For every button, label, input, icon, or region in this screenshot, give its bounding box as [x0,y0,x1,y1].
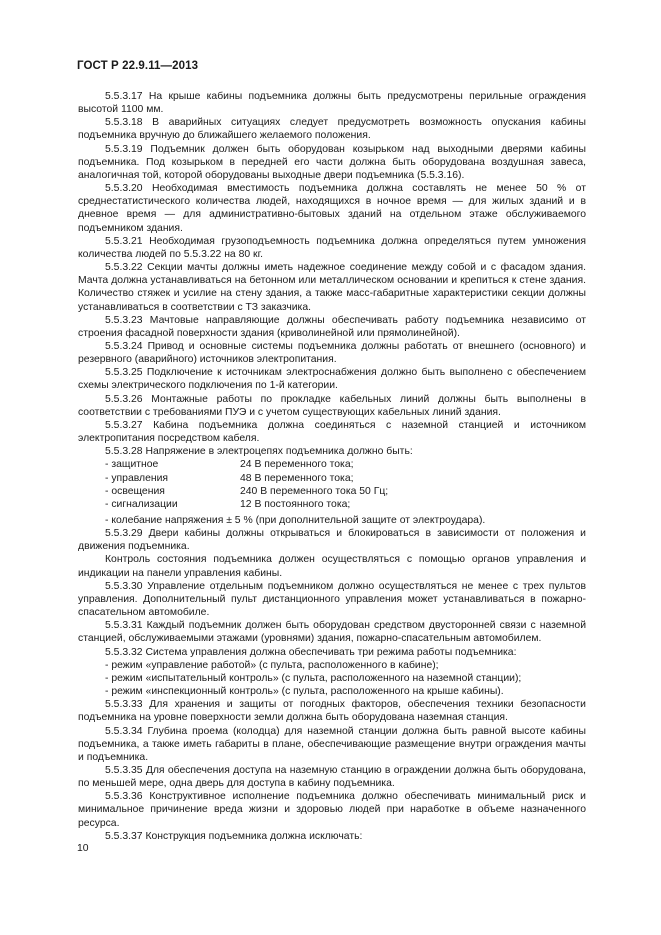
paragraph: 5.5.3.30 Управление отдельным подъемником должно осуществляться не менее с трех пультов управления. Дополнительный пульт дистанционного управления может устанавливаться в пожарно-спасательном автомобиле. [78,580,586,619]
paragraph: 5.5.3.20 Необходимая вместимость подъемника должна составлять не менее 50 % от среднестатистического количества людей, находящихся в ночное время — для жилых зданий и в дневное время — для административно-бытовых зданий на отдельном этаже обслуживаемого подъемником здания. [78,183,586,234]
paragraph: 5.5.3.29 Двери кабины должны открываться и блокироваться в зависимости от положения и движения подъемника. [78,528,586,553]
list-item-label: - сигнализации [105,498,178,510]
paragraph: 5.5.3.24 Привод и основные системы подъемника должны работать от внешнего (основного) и резервного (аварийного) источников электропитания. [78,340,586,366]
list-item-label: - освещения [105,485,165,497]
list-item-label: - защитное [105,459,159,471]
paragraph: 5.5.3.28 Напряжение в электроцепях подъемника должно быть: [105,446,413,458]
voltage-list [78,458,586,527]
list-item: - режим «инспекционный контроль» (с пульта, расположенного на крыше кабины). [105,686,504,698]
paragraph: 5.5.3.32 Система управления должна обеспечивать три режима работы подъемника: [105,646,517,658]
paragraph: 5.5.3.36 Конструктивное исполнение подъемника должно обеспечивать минимальный риск и минимальное причинение вреда жизни и здоровью людей при наработке в объеме назначенного ресурса. [78,791,586,829]
list-item [78,498,586,511]
list-item-value: 48 В переменного тока; [240,472,354,484]
list-item: - режим «управление работой» (с пульта, расположенного в кабине); [105,659,439,671]
paragraph: 5.5.3.25 Подключение к источникам электроснабжения должно быть выполнено с обеспечением схемы электрического подключения по 1-й категории. [78,367,586,392]
paragraph: 5.5.3.34 Глубина проема (колодца) для наземной станции должна быть равной высоте кабины подъемника, а также иметь габариты в плане, обеспечивающие размещение внутри ограждения мачты и подъемника. [78,725,586,763]
list-item: - режим «испытательный контроль» (с пульта, расположенного на наземной станции); [105,672,522,684]
list-item [78,472,586,485]
list-item-value: 24 В переменного тока; [240,459,354,471]
paragraph: 5.5.3.26 Монтажные работы по прокладке кабельных линий должны быть выполнены в соответствии с требованиями ПУЭ и с учетом существующих кабельных линий здания. [78,393,586,418]
page-number: 10 [77,843,89,854]
paragraph: 5.5.3.37 Конструкция подъемника должна исключать: [105,830,363,842]
document-header: ГОСТ Р 22.9.11—2013 [77,60,199,72]
list-item [78,485,586,498]
voltage-note: - колебание напряжения ± 5 % (при дополнительной защите от электроудара). [105,515,486,526]
paragraph: 5.5.3.33 Для хранения и защиты от погодных факторов, обеспечения техники безопасности подъемника на уровне поверхности земли должна быть оборудована наземная станция. [78,699,586,724]
paragraph: 5.5.3.23 Мачтовые направляющие должны обеспечивать работу подъемника независимо от строения фасадной поверхности здания (криволинейной или прямолинейной). [78,314,586,339]
paragraph: 5.5.3.27 Кабина подъемника должна соединяться с наземной станцией и источником электропитания посредством кабеля. [78,419,586,445]
document-body [78,90,586,843]
list-item-value: 240 В переменного тока 50 Гц; [240,485,389,497]
paragraph: 5.5.3.19 Подъемник должен быть оборудован козырьком над выходными дверями кабины подъемника. Под козырьком в передней его части должна быть оборудована воздушная завеса, аналогичная той, которой оборудованы выходные двери подъемника (5.5.3.16). [78,143,586,181]
list-item-value: 12 В постоянного тока; [240,498,351,510]
paragraph: 5.5.3.18 В аварийных ситуациях следует предусмотреть возможность опускания кабины подъемника вручную до ближайшего желаемого положения. [78,117,586,142]
mode-list [78,659,586,698]
paragraph: 5.5.3.31 Каждый подъемник должен быть оборудован средством двусторонней связи с наземной станцией, обслуживаемыми этажами (уровнями) здания, пожарно-спасательным автомобилем. [78,620,586,645]
paragraph: 5.5.3.17 На крыше кабины подъемника должны быть предусмотрены перильные ограждения высотой 1100 мм. [78,91,586,116]
paragraph: 5.5.3.35 Для обеспечения доступа на наземную станцию в ограждении должна быть оборудована, по меньшей мере, одна дверь для доступа в кабину подъемника. [78,764,586,790]
paragraph: Контроль состояния подъемника должен осуществляться с помощью органов управления и индикации на панели управления кабины. [78,554,586,579]
paragraph: 5.5.3.21 Необходимая грузоподъемность подъемника должна определяться путем умножения количества людей по 5.5.3.22 на 80 кг. [78,235,586,260]
paragraph: 5.5.3.22 Секции мачты должны иметь надежное соединение между собой и с фасадом здания. Мачта должна устанавливаться на бетонном или металлическом основании и крепиться к стене здания. Количество стяжек и усилие на стену здания, а также масс-габаритные характеристики секции должны устанавливаться в соответствии с ТЗ заказчика. [78,262,586,313]
list-item [78,458,586,471]
list-item-label: - управления [105,472,169,484]
